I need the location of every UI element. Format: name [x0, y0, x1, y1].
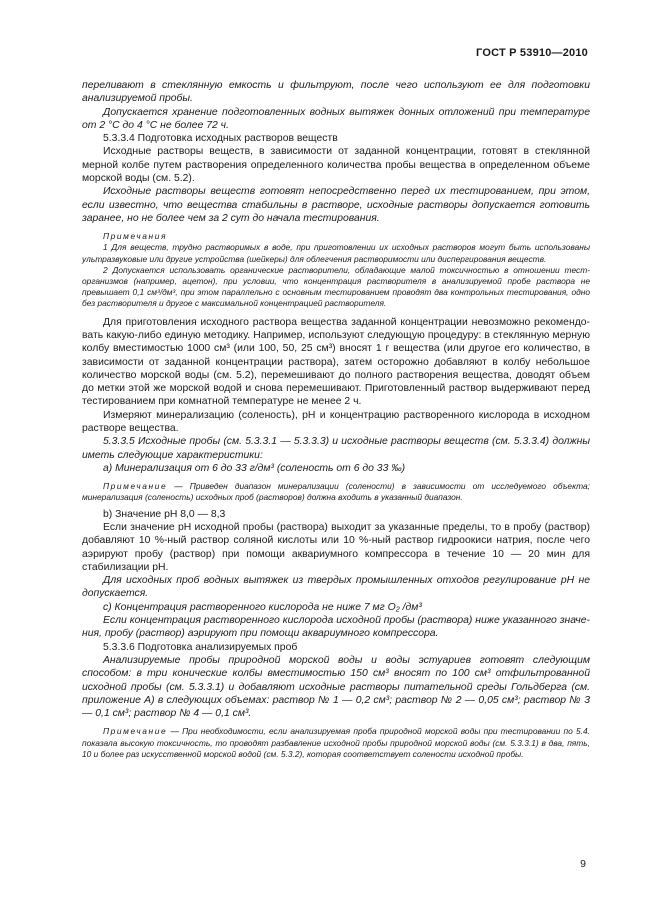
standard-header: ГОСТ Р 53910—2010	[476, 47, 588, 59]
paragraph: переливают в стеклянную емкость и фильтруют, после чего используют ее для подготовки анализируемой пробы.	[82, 80, 590, 105]
paragraph: Допускается хранение подготовленных водных вытяжек донных отложений при температуре от 2 °С до 4 °С не более 72 ч.	[82, 106, 590, 131]
note-text: — Приведен диапазон минерализации (солености) в зависимости от исследуемого объекта; минерализация (соленость) исходных проб (растворов) должна входить в указанный диапазон.	[82, 481, 590, 503]
list-item: b) Значение pH 8,0 — 8,3	[103, 508, 226, 520]
note-item: 1 Для веществ, трудно растворимых в воде, при приготовлении их исходных растворов могут быть использованы ультразвуковые или другие устройства (шейкеры) для облегчения растворимости или диспергирования веществ.	[82, 242, 590, 264]
paragraph: Если концентрация растворенного кислорода исходной пробы (раствора) ниже указанного значения, пробу (раствор) аэрируют при помощи аквариумного компрессора.	[82, 615, 590, 640]
paragraph: Для исходных проб водных вытяжек из твердых промышленных отходов регулирование pH не допускается.	[82, 575, 590, 600]
section-heading: 5.3.3.4 Подготовка исходных растворов веществ	[103, 133, 338, 145]
list-item: с) Концентрация растворенного кислорода не ниже 7 мг O₂ /дм³	[103, 601, 422, 613]
paragraph: Измеряют минерализацию (соленость), pH и концентрацию растворенного кислорода в исходном растворе вещества.	[82, 409, 590, 435]
document-body	[82, 79, 590, 760]
note-label: Примечание	[103, 481, 168, 492]
notes-heading: Примечания	[103, 231, 168, 242]
note-text: — При необходимости, если анализируемая проба природной морской воды при тестировании по 5.4. показала высокую токсичность, то проводят разбавление исходной пробы природной морской воды (см. 5.3.3.1) в два, пять, 10 и более раз искусственной морской водой (см. 5.3.2), которая соответствует солености исходной пробы.	[82, 726, 590, 759]
page-number: 9	[580, 858, 586, 870]
note-label: Примечание	[103, 726, 168, 737]
paragraph: Для приготовления исходного раствора вещества заданной концентрации невозможно рекомендовать какую-либо единую методику. Например, используют следующую процедуру: в стеклянную мерную колбу вместимостью 1000 см³ (или 100, 50, 25 см³) вносят 1 г вещества (или другое его количество, в зависимости от заданной концентрации раствора), затем осторожно добавляют в колбу небольшое количество морской воды (см. 5.2), перемешивают до полного растворения вещества, доводят объем до метки этой же морской водой и снова перемешивают. Приготовленный раствор выдерживают перед тестированием при комнатной температуре не менее 2 ч.	[82, 316, 590, 408]
note	[82, 481, 590, 503]
paragraph: Исходные растворы веществ готовят непосредственно перед их тестированием, при этом, если известно, что вещества стабильны в растворе, исходные растворы допускается готовить заранее, но не более чем за 2 сут до начала тестирования.	[82, 186, 590, 224]
paragraph: Исходные растворы веществ, в зависимости от заданной концентрации, готовят в стеклянной мерной колбе путем растворения определенного количества пробы вещества в определенном объеме морской воды (см. 5.2).	[82, 146, 590, 185]
note-item: 2 Допускается использовать органические растворители, обладающие малой токсичностью в отношении тест-организмов (например, ацетон), при условии, что концентрация растворителя в анализируемой пробе раствора не превышает 0,1 см³/дм³, при этом параллельно с основным тестированием проводят два контрольных тестирования, одно без растворителя и другое с максимальной концентрацией растворителя.	[82, 264, 590, 309]
paragraph: Анализируемые пробы природной морской воды и воды эстуариев готовят следующим способом: в три конические колбы вместимостью 150 см³ вносят по 100 см³ отфильтрованной исходной пробы (см. 5.3.3.1) и добавляют исходные растворы питательной среды Гольдберга (см. приложение А) в следующих объемах: раствор № 1 — 0,2 см³; раствор № 2 — 0,05 см³; раствор № 3 — 0,1 см³; раствор № 4 — 0,1 см³.	[82, 654, 590, 720]
paragraph: Если значение pH исходной пробы (раствора) выходит за указанные пределы, то в пробу (раствор) добавляют 10 %-ный раствор соляной кислоты или 10 %-ный раствор гидроокиси натрия, после чего аэрируют пробу (раствор) при помощи аквариумного компрессора в течение 10 — 20 мин для стабилизации pH.	[82, 521, 590, 573]
section-heading: 5.3.3.6 Подготовка анализируемых проб	[103, 641, 298, 653]
list-item: а) Минерализация от 6 до 33 г/дм³ (соленость от 6 до 33 ‰)	[103, 462, 406, 474]
paragraph: 5.3.3.5 Исходные пробы (см. 5.3.3.1 — 5.3.3.3) и исходные растворы веществ (см. 5.3.3.4) должны иметь следующие характеристики:	[82, 436, 590, 461]
note	[82, 726, 590, 760]
